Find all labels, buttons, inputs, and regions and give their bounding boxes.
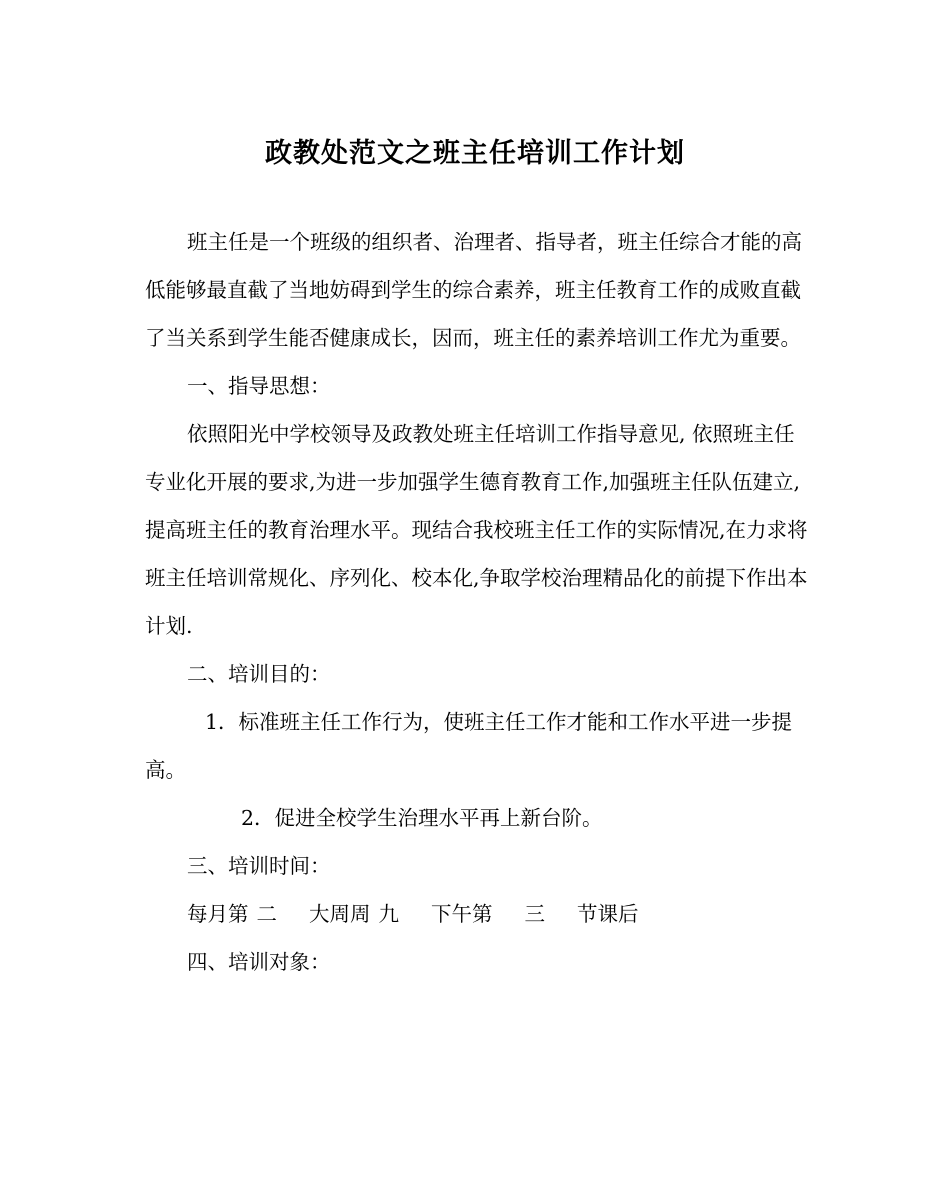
intro-paragraph: 班主任是一个班级的组织者、治理者、指导者，班主任综合才能的高低能够最直截了当地妨碍到学生的综合素养，班主任教育工作的成败直截了当关系到学生能否健康成长，因而，班主任的素养培训工作尤为重要。: [145, 230, 802, 350]
section-heading-target: 四、培训对象：: [187, 950, 331, 974]
schedule-period: 三: [524, 902, 545, 926]
schedule-part-2: 大周周: [309, 902, 371, 926]
guiding-paragraph: 依照阳光中学校领导及政教处班主任培训工作指导意见, 依照班主任专业化开展的要求,为进一步加强学生德育教育工作,加强班主任队伍建立,提高班主任的教育治理水平。现结合我校班主任工作的实际情况,在力求将班主任培训常规化、序列化、校本化,争取学校治理精品化的前提下作出本计划.: [145, 422, 808, 638]
document-title: 政教处范文之班主任培训工作计划: [265, 138, 685, 169]
goal-item-2: 2．促进全校学生治理水平再上新台阶。: [241, 806, 603, 830]
goal-item-1: 1．标准班主任工作行为，使班主任工作才能和工作水平进一步提高。: [145, 710, 793, 782]
section-heading-goals: 二、培训目的：: [187, 662, 331, 686]
schedule-weekday: 九: [378, 902, 399, 926]
section-heading-time: 三、培训时间：: [187, 854, 331, 878]
schedule-part-3: 下午第: [431, 902, 493, 926]
schedule-week-ordinal: 二: [256, 902, 277, 926]
document-body: [145, 218, 810, 986]
schedule-part-1: 每月第: [187, 902, 249, 926]
schedule-line: [145, 890, 810, 938]
section-heading-guiding: 一、指导思想：: [187, 374, 331, 398]
schedule-part-4: 节课后: [577, 902, 639, 926]
